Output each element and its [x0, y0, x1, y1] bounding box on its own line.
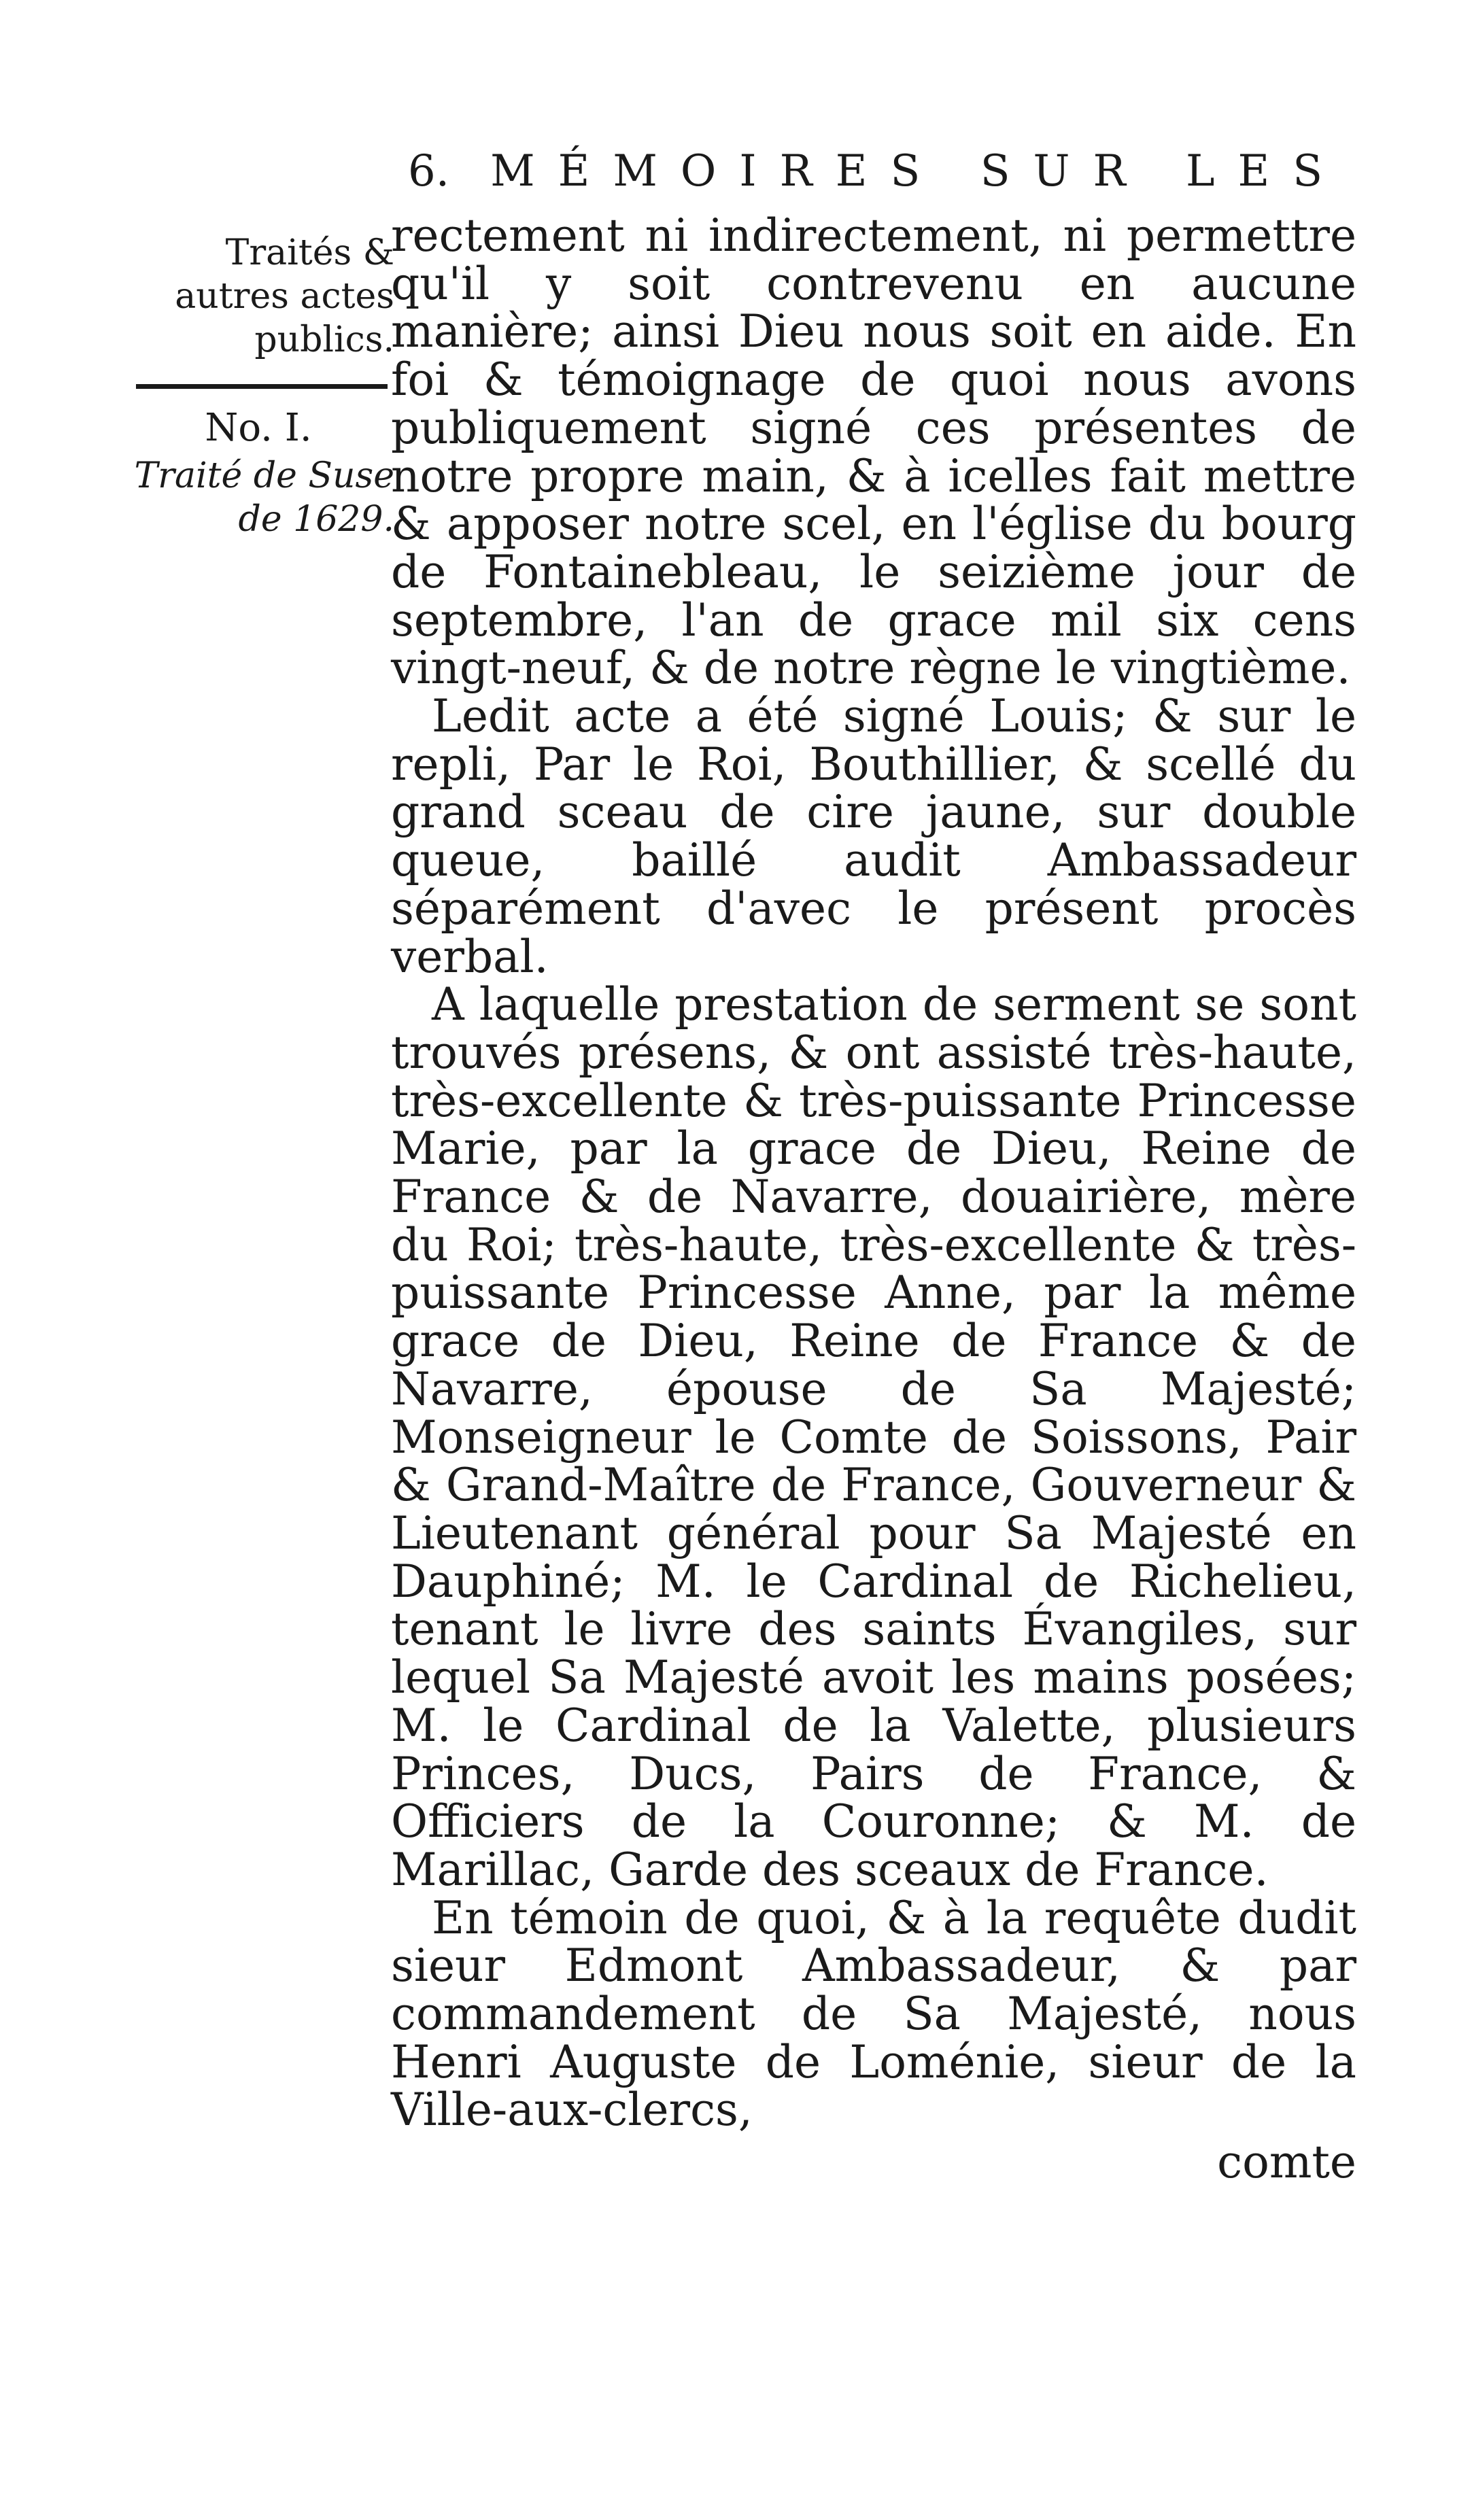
- margin-note-number: No. I.: [205, 406, 312, 450]
- running-title: MÉMOIRES SUR LES: [490, 146, 1346, 196]
- catchword: comte: [1217, 2136, 1356, 2188]
- page-number: 6.: [408, 146, 450, 196]
- paragraph: rectement ni indirectement, ni permettre qu'il y soit contrevenu en aucune manière; ainsi Dieu nous soit en aide. En foi & témoignage de quoi nous avons publiquement signé ces présentes de notre propre main, & à icelles fait mettre & apposer notre scel, en l'église du bourg de Fontainebleau, le seizième jour de septembre, l'an de grace mil six cens vingt-neuf, & de notre règne le vingtième.: [391, 209, 1356, 695]
- margin-rule: [136, 384, 388, 389]
- margin-note-treaty: Traité de Suse de 1629.: [134, 455, 394, 540]
- paragraph: En témoin de quoi, & à la requête dudit sieur Edmont Ambassadeur, & par commandement de Sa Majesté, nous Henri Auguste de Loménie, sieur de la Ville-aux-clercs,: [391, 1891, 1356, 2137]
- margin-note-category: Traités & autres actes publics.: [175, 232, 394, 360]
- body-text: [391, 209, 1356, 2137]
- paragraph: Ledit acte a été signé Louis; & sur le repli, Par le Roi, Bouthillier, & scellé du grand sceau de cire jaune, sur double queue, baillé audit Ambassadeur séparément d'avec le présent procès verbal.: [391, 690, 1356, 983]
- paragraph: A laquelle prestation de serment se sont trouvés présens, & ont assisté très-haute, très-excellente & très-puissante Princesse Marie, par la grace de Dieu, Reine de France & de Navarre, douairière, mère du Roi; très-haute, très-excellente & très-puissante Princesse Anne, par la même grace de Dieu, Reine de France & de Navarre, épouse de Sa Majesté; Monseigneur le Comte de Soissons, Pair & Grand-Maître de France, Gouverneur & Lieutenant général pour Sa Majesté en Dauphiné; M. le Cardinal de Richelieu, tenant le livre des saints Évangiles, sur lequel Sa Majesté avoit les mains posées; M. le Cardinal de la Valette, plusieurs Princes, Ducs, Pairs de France, & Officiers de la Couronne; & M. de Marillac, Garde des sceaux de France.: [391, 978, 1356, 1896]
